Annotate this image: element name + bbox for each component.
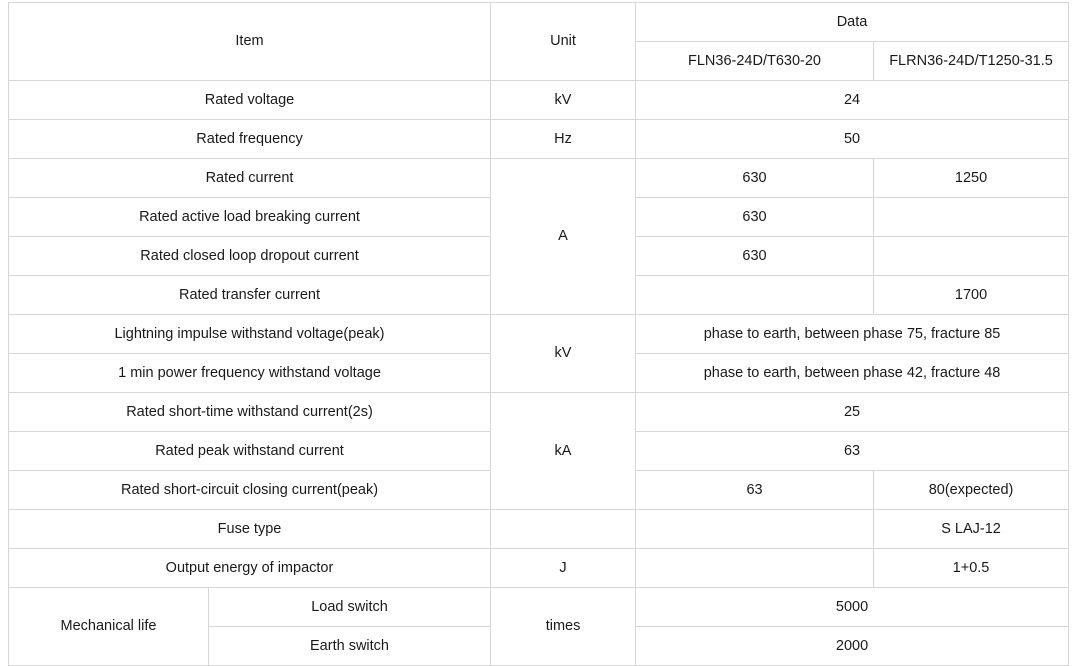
row-value-span: 2000 xyxy=(636,627,1069,666)
header-model-2: FLRN36-24D/T1250-31.5 xyxy=(874,42,1069,81)
row-value-model-1 xyxy=(636,549,874,588)
row-unit: kV xyxy=(491,81,636,120)
row-value-span: phase to earth, between phase 42, fracture 48 xyxy=(636,354,1069,393)
row-value-model-1: 63 xyxy=(636,471,874,510)
row-label: Rated current xyxy=(9,159,491,198)
specification-table xyxy=(8,2,1069,666)
row-label: Rated transfer current xyxy=(9,276,491,315)
table-row xyxy=(9,549,1069,588)
header-unit: Unit xyxy=(491,3,636,81)
row-value-model-2 xyxy=(874,198,1069,237)
table-row xyxy=(9,510,1069,549)
row-label: Rated closed loop dropout current xyxy=(9,237,491,276)
row-label: Rated peak withstand current xyxy=(9,432,491,471)
row-sublabel-earth-switch: Earth switch xyxy=(209,627,491,666)
row-value-span: phase to earth, between phase 75, fracture 85 xyxy=(636,315,1069,354)
table-row-mechanical-life-load-switch xyxy=(9,588,1069,627)
row-unit: times xyxy=(491,588,636,666)
row-value-span: 5000 xyxy=(636,588,1069,627)
row-label: Rated frequency xyxy=(9,120,491,159)
row-unit: kV xyxy=(491,315,636,393)
row-value-model-1 xyxy=(636,276,874,315)
row-value-span: 50 xyxy=(636,120,1069,159)
row-unit: J xyxy=(491,549,636,588)
row-label: Lightning impulse withstand voltage(peak) xyxy=(9,315,491,354)
row-sublabel-load-switch: Load switch xyxy=(209,588,491,627)
table-row xyxy=(9,81,1069,120)
row-value-model-2: 1+0.5 xyxy=(874,549,1069,588)
row-label-mechanical-life: Mechanical life xyxy=(9,588,209,666)
table-row xyxy=(9,393,1069,432)
row-value-span: 63 xyxy=(636,432,1069,471)
row-value-model-1: 630 xyxy=(636,237,874,276)
row-unit xyxy=(491,510,636,549)
row-value-model-2: 1700 xyxy=(874,276,1069,315)
row-label: Output energy of impactor xyxy=(9,549,491,588)
table-row xyxy=(9,315,1069,354)
row-unit: kA xyxy=(491,393,636,510)
row-value-model-2: S LAJ-12 xyxy=(874,510,1069,549)
row-label: Rated voltage xyxy=(9,81,491,120)
row-label: Rated short-time withstand current(2s) xyxy=(9,393,491,432)
row-label: 1 min power frequency withstand voltage xyxy=(9,354,491,393)
row-label: Rated active load breaking current xyxy=(9,198,491,237)
header-model-1: FLN36-24D/T630-20 xyxy=(636,42,874,81)
row-unit: Hz xyxy=(491,120,636,159)
row-label: Rated short-circuit closing current(peak) xyxy=(9,471,491,510)
table-header-row-1 xyxy=(9,3,1069,42)
header-item: Item xyxy=(9,3,491,81)
row-unit: A xyxy=(491,159,636,315)
row-value-model-2 xyxy=(874,237,1069,276)
row-value-span: 24 xyxy=(636,81,1069,120)
row-value-model-2: 80(expected) xyxy=(874,471,1069,510)
row-value-model-1: 630 xyxy=(636,198,874,237)
table-row xyxy=(9,159,1069,198)
row-label: Fuse type xyxy=(9,510,491,549)
row-value-model-2: 1250 xyxy=(874,159,1069,198)
header-data: Data xyxy=(636,3,1069,42)
row-value-model-1 xyxy=(636,510,874,549)
row-value-model-1: 630 xyxy=(636,159,874,198)
row-value-span: 25 xyxy=(636,393,1069,432)
table-row xyxy=(9,120,1069,159)
